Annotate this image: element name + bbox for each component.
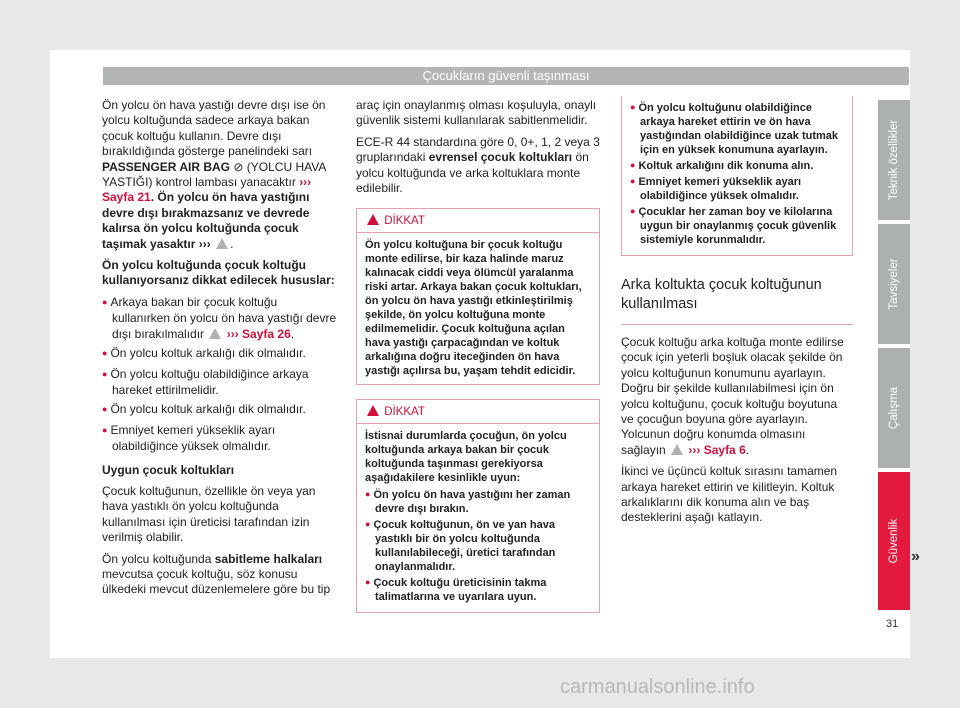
warning-box-continued xyxy=(621,96,853,256)
paragraph: araç için onaylanmış olması koşuluyla, onaylı güvenlik sistemi kullanılarak sabitlenmelidir. xyxy=(356,98,597,128)
heading-front-seat: Ön yolcu koltuğunda çocuk koltuğu kullanıyorsanız dikkat edilecek hususlar: xyxy=(102,258,335,288)
airbag-off-icon: ⊘ xyxy=(233,159,244,174)
warning-box xyxy=(356,208,600,385)
page-title: Çocukların güvenli taşınması xyxy=(103,67,909,85)
column-1 xyxy=(102,98,338,604)
list-item: ● Emniyet kemeri yükseklik ayarı olabildiğince yüksek olmalıdır. xyxy=(102,423,338,455)
list-item: ● Ön yolcu koltuğu olabildiğince arkaya hareket ettirilmelidir. xyxy=(102,367,338,399)
warning-triangle-icon xyxy=(671,444,683,455)
list-item: ● Ön yolcu ön hava yastığını her zaman devre dışı bırakın. xyxy=(365,488,591,516)
sidebar-tabs xyxy=(878,100,910,610)
page-ref-21[interactable]: ››› Sayfa 21 xyxy=(102,175,312,205)
warning-triangle-icon xyxy=(367,214,379,225)
warning-body xyxy=(357,424,599,612)
list-item: ● Koltuk arkalığını dik konuma alın. xyxy=(630,159,844,173)
paragraph: Çocuk koltuğu arka koltuğa monte edilirse çocuk için yeterli boşluk olacak şekilde ön yolcu koltuğunun konumunu ayarlayın. Doğru bir şekilde kullanılabilmesi için ön yolcu koltuğunu, çocuk koltuğu boyutuna ve çocuğun boyuna göre ayarlayın. Yolcunun doğru konumda olmasını sağlayın ››› Sayfa 6. xyxy=(621,335,844,457)
intro-warning: . Ön yolcu ön hava yastığını devre dışı bırakmazsanız ve devrede kalırsa ön yolcu koltuğunda çocuk taşımak yasaktır ››› xyxy=(102,190,310,251)
paragraph: İkinci ve üçüncü koltuk sırasını tamamen arkaya hareket ettirin ve kilitleyin. Koltuk arkalıklarını dik konuma alın ve baş desteklerini aşağı katlayın. xyxy=(621,464,838,525)
intro-paragraph: Ön yolcu ön hava yastığı devre dışı ise ön yolcu koltuğunda sadece arkaya bakan çocuk koltuğu kullanın. Devre dışı bırakıldığında gösterge panelindeki sarı PASSENGER AIR BAG ⊘ (YOLCU HAVA YASTIĞI) kontrol lambası yanacaktır ››› Sayfa 21. Ön yolcu ön hava yastığını devre dışı bırakmazsanız ve devrede kalırsa ön yolcu koltuğunda çocuk taşımak yasaktır ››› . xyxy=(102,98,326,251)
tab-teknik[interactable]: Teknik özellikler xyxy=(878,100,910,220)
column-2 xyxy=(356,98,600,619)
paragraph: Ön yolcu koltuğunda sabitleme halkaları mevcutsa çocuk koltuğu, söz konusu ülkedeki mevcut düzenlemelere göre bu tip xyxy=(102,551,331,597)
list-item: ● Çocuk koltuğu üreticisinin takma talimatlarına ve uyarılara uyun. xyxy=(365,576,591,604)
heading-suitable-seats: Uygun çocuk koltukları xyxy=(102,462,235,477)
list-item: ● Çocuklar her zaman boy ve kilolarına uygun bir onaylanmış çocuk güvenlik sistemiyle korunmalıdır. xyxy=(630,205,844,247)
warning-box xyxy=(356,399,600,613)
list-item: ● Arkaya bakan bir çocuk koltuğu kullanırken ön yolcu ön hava yastığı devre dışı bırakılmalıdır ››› Sayfa 26. xyxy=(102,295,338,342)
tab-calisma[interactable]: Çalışma xyxy=(878,348,910,468)
watermark: carmanualsonline.info xyxy=(560,676,755,698)
warning-title: DİKKAT xyxy=(357,400,599,424)
intro-text: Ön yolcu ön hava yastığı devre dışı ise ön yolcu koltuğunda sadece arkaya bakan çocuk koltuğu kullanın. Devre dışı bırakıldığında gösterge panelindeki sarı xyxy=(102,98,326,159)
list-item: ● Ön yolcu koltuk arkalığı dik olmalıdır. xyxy=(102,402,338,418)
page-ref-26[interactable]: ››› Sayfa 26 xyxy=(226,326,291,341)
list-item: ● Ön yolcu koltuk arkalığı dik olmalıdır. xyxy=(102,346,338,362)
paragraph: Çocuk koltuğunun, özellikle ön veya yan hava yastıklı ön yolcu koltuğunda kullanılması için üreticisi tarafından izin verilmiş olabilir. xyxy=(102,483,316,545)
column-3 xyxy=(621,98,853,532)
section-heading: Arka koltukta çocuk koltuğunun kullanılması xyxy=(621,276,853,325)
paragraph: ECE-R 44 standardına göre 0, 0+, 1, 2 veya 3 gruplarındaki evrensel çocuk koltukları ön yolcu koltuğunda ve arka koltuklara monte edilebilir. xyxy=(356,134,600,196)
warning-triangle-icon xyxy=(216,238,228,249)
warning-intro: İstisnai durumlarda çocuğun, ön yolcu koltuğunda arkaya bakan bir çocuk koltuğunda taşınması gerekiyorsa aşağıdakilere kesinlikle uyun: xyxy=(365,430,567,485)
page-number: 31 xyxy=(886,618,899,630)
list-item: ● Emniyet kemeri yükseklik ayarı olabildiğince yüksek olmalıdır. xyxy=(630,175,844,203)
warning-triangle-icon xyxy=(367,405,379,416)
warning-title: DİKKAT xyxy=(357,209,599,233)
airbag-label: PASSENGER AIR BAG xyxy=(102,159,234,174)
warning-body xyxy=(622,96,852,255)
intro-text-2: (YOLCU HAVA YASTIĞI) kontrol lambası yanacaktır xyxy=(102,159,326,190)
list-item: ● Çocuk koltuğunun, ön ve yan hava yastıklı bir ön yolcu koltuğunda kullanılabileceği, üretici tarafından onaylanmalıdır. xyxy=(365,518,591,574)
list-item: ● Ön yolcu koltuğunu olabildiğince arkaya hareket ettirin ve ön hava yastığından olabildiğince uzak tutmak için en yüksek konumuna ayarlayın. xyxy=(630,101,844,157)
tab-guvenlik[interactable]: Güvenlik xyxy=(878,472,910,610)
continue-arrow-icon: » xyxy=(911,548,920,565)
tab-tavsiyeler[interactable]: Tavsiyeler xyxy=(878,224,910,344)
warning-body: Ön yolcu koltuğuna bir çocuk koltuğu monte edilirse, bir kaza halinde maruz kalınacak ciddi veya ölümcül yaralanma riski artar. Arkaya bakan çocuk koltukları, ön yolcu ön hava yastığı etkinleştirilmiş şekilde, ön yolcu koltuğuna monte edilmemelidir. Çocuk koltuğuna açılan hava yastığı çarpacağından ve koltuk arkalığına doğru iteceğinden ön hava yastığı açılırsa bu, yaşam tehdit edicidir. xyxy=(365,239,582,378)
page-ref-6[interactable]: ››› Sayfa 6 xyxy=(688,442,746,457)
warning-triangle-icon xyxy=(209,328,221,339)
manual-page xyxy=(50,50,920,658)
